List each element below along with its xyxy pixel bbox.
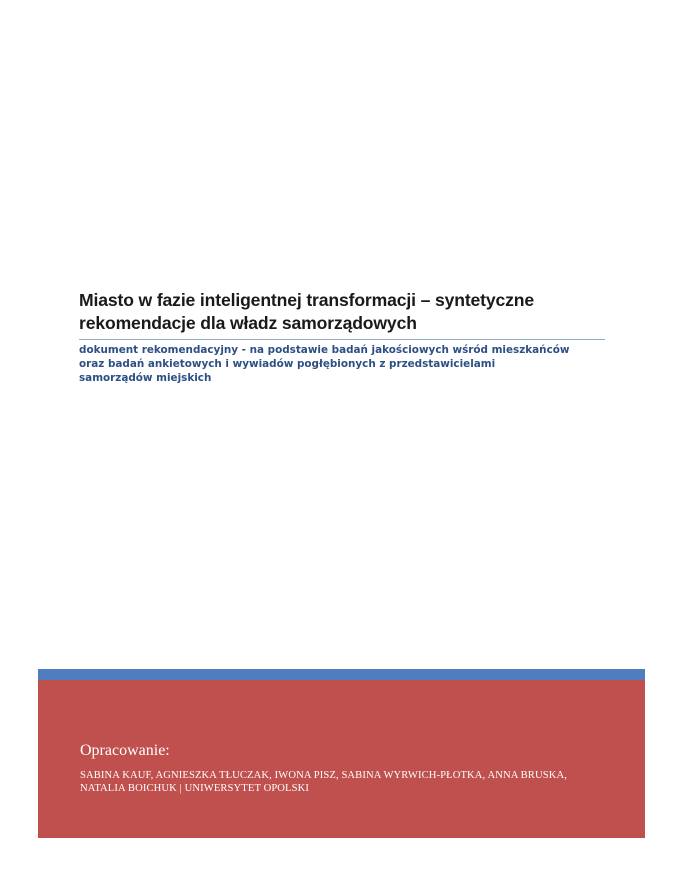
subtitle-line-3: samorządów miejskich — [79, 372, 212, 384]
authors-line-1: SABINA KAUF, AGNIESZKA TŁUCZAK, IWONA PISZ, SABINA WYRWICH-PŁOTKA, ANNA BRUSKA, — [80, 770, 567, 781]
title-divider — [79, 339, 605, 340]
footer-box — [38, 680, 645, 838]
title-line-2: rekomendacje dla władz samorządowych — [79, 313, 417, 333]
footer-accent-band — [38, 669, 645, 680]
footer-label: Opracowanie: — [80, 742, 170, 759]
footer-authors — [80, 769, 635, 795]
title-block — [79, 289, 609, 385]
document-title — [79, 289, 609, 335]
title-line-1: Miasto w fazie inteligentnej transformacji – syntetyczne — [79, 290, 535, 310]
subtitle-line-1: dokument rekomendacyjny - na podstawie badań jakościowych wśród mieszkańców — [79, 344, 570, 356]
authors-line-2: NATALIA BOICHUK | UNIWERSYTET OPOLSKI — [80, 783, 310, 794]
subtitle-line-2: oraz badań ankietowych i wywiadów pogłębionych z przedstawicielami — [79, 358, 496, 370]
document-subtitle — [79, 343, 609, 385]
